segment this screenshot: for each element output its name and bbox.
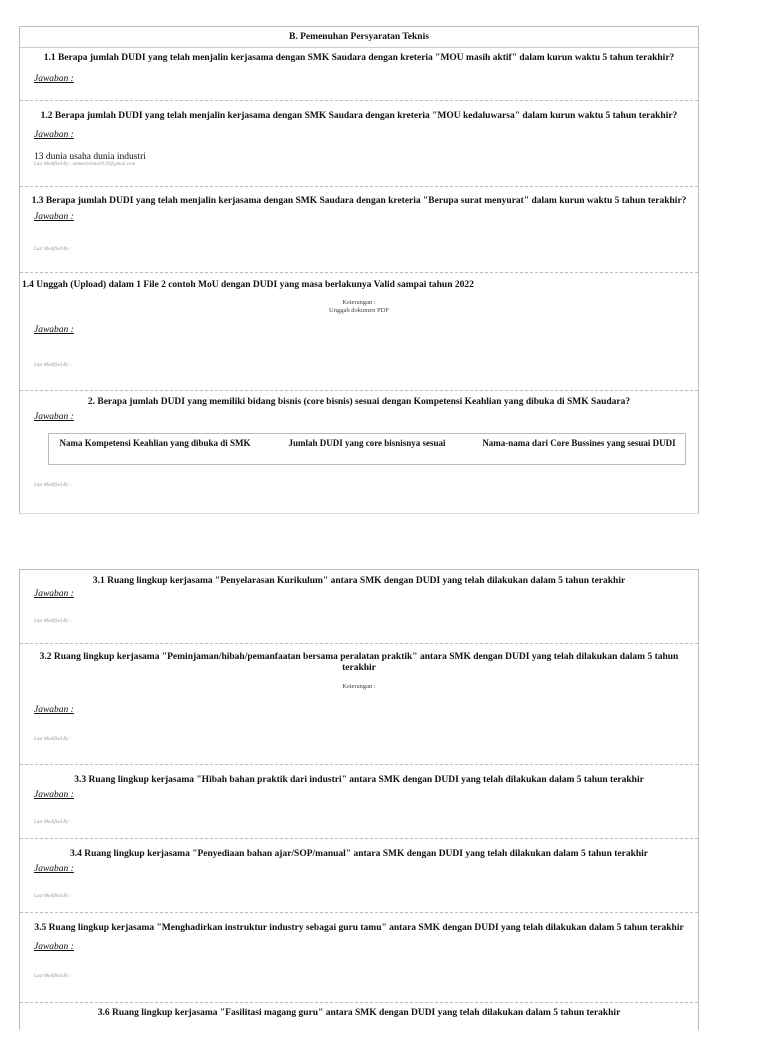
table-header-cell: Nama Kompetensi Keahlian yang dibuka di SMK	[59, 438, 251, 448]
question-text: 3.4 Ruang lingkup kerjasama "Penyediaan bahan ajar/SOP/manual" antara SMK dengan DUDI yang telah dilakukan dalam 5 tahun terakhir	[69, 849, 648, 859]
last-modified: Last Modified By :	[34, 894, 72, 899]
question-text: 3.5 Ruang lingkup kerjasama "Menghadirkan instruktur industry sebagai guru tamu" antara SMK dengan DUDI yang telah dilakukan dalam 5 tahun terakhir	[34, 923, 684, 933]
question-3-2	[20, 644, 698, 765]
table-header-cell: Jumlah DUDI yang core bisnisnya sesuai	[288, 438, 446, 448]
question-3-6	[20, 1003, 698, 1043]
answer-label: Jawaban :	[34, 212, 74, 222]
question-3-4	[20, 839, 698, 913]
question-3-1	[20, 570, 698, 644]
question-1-3	[20, 187, 698, 273]
document-page-2	[19, 569, 699, 1030]
answer-label: Jawaban :	[34, 130, 74, 140]
core-business-table	[48, 433, 686, 465]
note-text: Unggah dokumen PDF	[329, 307, 389, 314]
question-1-2	[20, 101, 698, 187]
answer-label: Jawaban :	[34, 589, 74, 599]
question-text: 1.4 Unggah (Upload) dalam 1 File 2 contoh MoU dengan DUDI yang masa berlakunya Valid sampai tahun 2022	[22, 280, 474, 290]
question-text: 3.1 Ruang lingkup kerjasama "Penyelarasan Kurikulum" antara SMK dengan DUDI yang telah dilakukan dalam 5 tahun terakhir	[92, 576, 626, 586]
last-modified: Last Modified By :	[34, 619, 72, 624]
last-modified: Last Modified By :	[34, 483, 72, 488]
document-page-1	[19, 26, 699, 514]
answer-label: Jawaban :	[34, 325, 74, 335]
table-header-cell: Nama-nama dari Core Bussines yang sesuai DUDI	[482, 438, 676, 448]
question-text: 3.6 Ruang lingkup kerjasama "Fasilitasi magang guru" antara SMK dengan DUDI yang telah dilakukan dalam 5 tahun terakhir	[97, 1008, 621, 1018]
last-modified: Last Modified By :	[34, 820, 72, 825]
question-text: 3.2 Ruang lingkup kerjasama "Peminjaman/hibah/pemanfaatan bersama peralatan praktik" antara SMK dengan DUDI yang telah dilakukan dalam 5 tahun terakhir	[39, 652, 679, 673]
last-modified: Last Modified By :	[34, 737, 72, 742]
answer-value: 13 dunia usaha dunia industri	[34, 152, 146, 162]
question-text: 1.2 Berapa jumlah DUDI yang telah menjalin kerjasama dengan SMK Saudara dengan kreteria "MOU kedaluwarsa" dalam kurun waktu 5 tahun terakhir?	[40, 111, 678, 121]
question-text: 2. Berapa jumlah DUDI yang memiliki bidang bisnis (core bisnis) sesuai dengan Kompetensi Keahlian yang dibuka di SMK Saudara?	[87, 397, 631, 407]
question-1-1	[20, 48, 698, 101]
last-modified: Last Modified By :	[34, 247, 72, 252]
question-text: 1.3 Berapa jumlah DUDI yang telah menjalin kerjasama dengan SMK Saudara dengan kreteria "Berupa surat menyurat" dalam kurun waktu 5 tahun terakhir?	[31, 196, 687, 206]
last-modified: Last Modified By : ammarishmart129@gmail.com	[34, 162, 136, 167]
note-label: Keterangan :	[342, 299, 376, 306]
question-3-3	[20, 765, 698, 839]
note-label: Keterangan :	[342, 683, 376, 690]
answer-label: Jawaban :	[34, 864, 74, 874]
question-2	[20, 391, 698, 511]
last-modified: Last Modified By :	[34, 363, 72, 368]
answer-label: Jawaban :	[34, 74, 74, 84]
answer-label: Jawaban :	[34, 790, 74, 800]
section-title: B. Pemenuhan Persyaratan Teknis	[20, 27, 698, 48]
question-3-5	[20, 913, 698, 1003]
answer-label: Jawaban :	[34, 942, 74, 952]
answer-label: Jawaban :	[34, 412, 74, 422]
last-modified: Last Modified By :	[34, 974, 72, 979]
question-text: 1.1 Berapa jumlah DUDI yang telah menjalin kerjasama dengan SMK Saudara dengan kreteria "MOU masih aktif" dalam kurun waktu 5 tahun terakhir?	[43, 53, 675, 63]
question-text: 3.3 Ruang lingkup kerjasama "Hibah bahan praktik dari industri" antara SMK dengan DUDI yang telah dilakukan dalam 5 tahun terakhir	[74, 775, 644, 785]
answer-label: Jawaban :	[34, 705, 74, 715]
question-1-4	[20, 273, 698, 391]
